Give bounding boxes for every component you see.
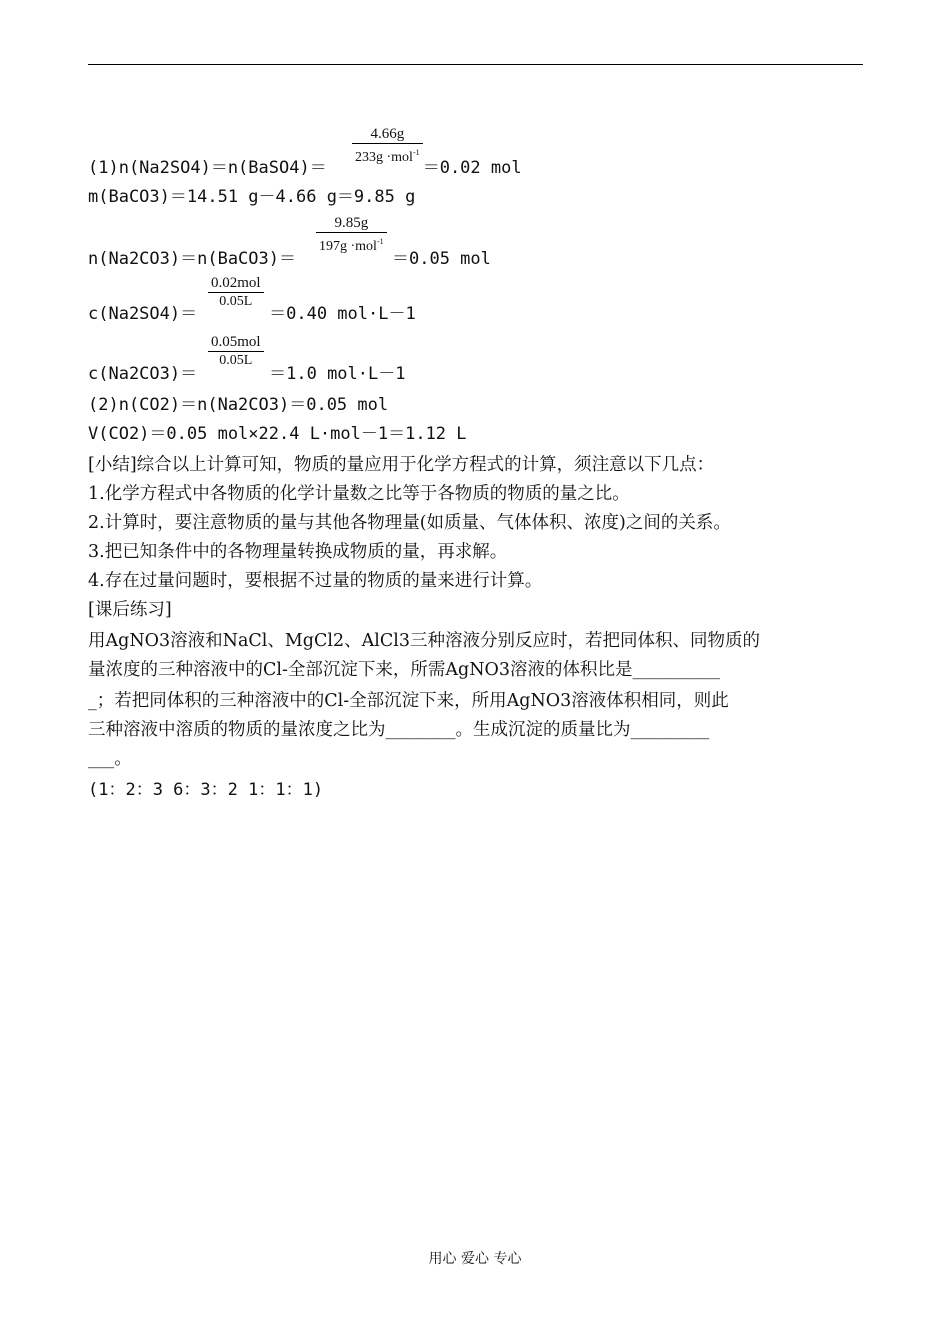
fraction-4-denominator: 0.05L xyxy=(219,294,253,309)
fraction-5-numerator: 0.05mol xyxy=(208,334,264,352)
fraction-3-numerator: 9.85g xyxy=(316,215,387,233)
calc-line-3: n(Na2CO3)＝n(BaCO3)＝ ＝0.05 mol xyxy=(88,249,491,269)
calc-line-5: c(Na2CO3)＝ ＝1.0 mol·L－1 xyxy=(88,364,406,384)
exercise-question-line-2: 量浓度的三种溶液中的Cl-全部沉淀下来，所需AgNO3溶液的体积比是__________ xyxy=(88,660,721,680)
fraction-1-denominator: 233g ·mol$^{-1}$ xyxy=(355,148,420,165)
fraction-3-denominator: 197g ·mol$^{-1}$ xyxy=(319,237,384,254)
exercise-question-line-1: 用AgNO3溶液和NaCl、MgCl2、AlCl3三种溶液分别反应时，若把同体积、同物质的 xyxy=(88,631,760,651)
exercise-heading: [课后练习] xyxy=(88,600,172,620)
summary-point-1: 1.化学方程式中各物质的化学计量数之比等于各物质的物质的量之比。 xyxy=(88,484,630,504)
page-footer: 用心 爱心 专心 xyxy=(428,1251,522,1267)
fraction-4-numerator: 0.02mol xyxy=(208,275,264,293)
header-rule xyxy=(88,64,863,65)
exercise-question-line-4: 三种溶液中溶质的物质的量浓度之比为________。生成沉淀的质量比为_________ xyxy=(88,720,710,740)
calc-line-1: (1)n(Na2SO4)＝n(BaSO4)＝ ＝0.02 mol xyxy=(88,158,522,178)
fraction-5-denominator: 0.05L xyxy=(219,353,253,368)
exercise-question-line-5: ___。 xyxy=(88,749,132,769)
calc-line-7: V(CO2)＝0.05 mol×22.4 L·mol－1＝1.12 L xyxy=(88,424,467,444)
exercise-answer: (1：2：3 6：3：2 1：1：1) xyxy=(88,780,324,800)
fraction-1-numerator: 4.66g xyxy=(352,126,423,144)
summary-intro: [小结]综合以上计算可知，物质的量应用于化学方程式的计算，须注意以下几点： xyxy=(88,455,715,475)
calc-line-2: m(BaCO3)＝14.51 g－4.66 g＝9.85 g xyxy=(88,187,416,207)
calc-line-4: c(Na2SO4)＝ ＝0.40 mol·L－1 xyxy=(88,304,416,324)
summary-point-3: 3.把已知条件中的各物理量转换成物质的量，再求解。 xyxy=(88,542,508,562)
summary-point-4: 4.存在过量问题时，要根据不过量的物质的量来进行计算。 xyxy=(88,571,543,591)
calc-line-6: (2)n(CO2)＝n(Na2CO3)＝0.05 mol xyxy=(88,395,389,415)
exercise-question-line-3: _；若把同体积的三种溶液中的Cl-全部沉淀下来，所用AgNO3溶液体积相同，则此 xyxy=(88,691,729,711)
summary-point-2: 2.计算时，要注意物质的量与其他各物理量(如质量、气体体积、浓度)之间的关系。 xyxy=(88,513,731,533)
